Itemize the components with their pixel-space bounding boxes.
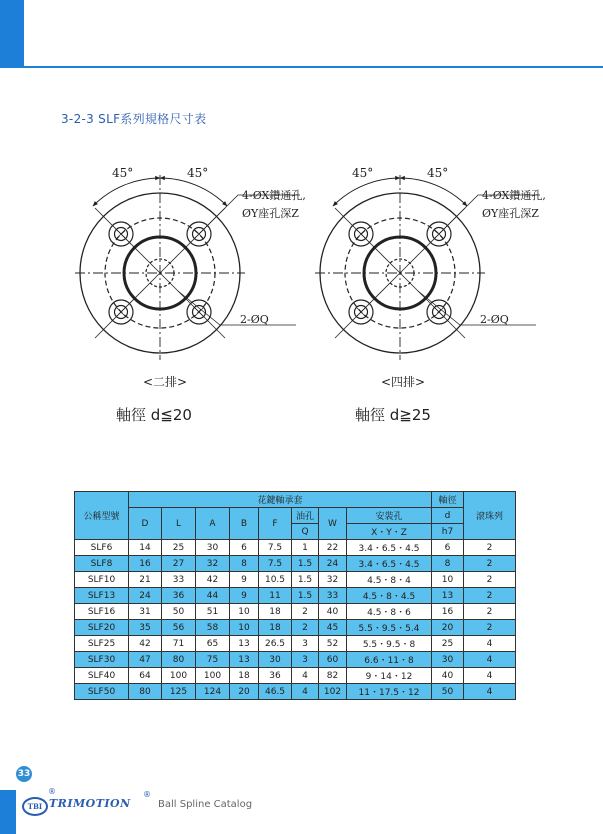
cell-W: 32 [319,572,347,588]
header-Q: Q [292,524,319,540]
reg-mark-logo: ® [48,787,56,796]
cell-model: SLF25 [75,636,129,652]
hole-note-left-1: 4-ØX鑽通孔, [242,189,306,202]
cell-D: 35 [129,620,162,636]
header-oil-hole: 油孔 [292,508,319,524]
cell-F: 7.5 [259,556,292,572]
header-rule [0,66,603,68]
cell-D: 16 [129,556,162,572]
cell-B: 10 [230,620,259,636]
cell-A: 51 [196,604,230,620]
cell-Q: 4 [292,684,319,700]
cell-L: 36 [162,588,196,604]
table-row [75,588,516,604]
header-F: F [259,508,292,540]
cell-Q: 1.5 [292,588,319,604]
cell-B: 9 [230,588,259,604]
cell-A: 75 [196,652,230,668]
brand-name: TRIMOTION [49,797,131,810]
catalog-title: Ball Spline Catalog [158,799,253,810]
cell-D: 47 [129,652,162,668]
cell-Q: 4 [292,668,319,684]
cell-XYZ: 4.5・8・6 [347,604,432,620]
cell-ball-rows: 2 [464,588,516,604]
cell-d: 6 [432,540,464,556]
header-W: W [319,508,347,540]
cell-ball-rows: 2 [464,572,516,588]
cell-A: 32 [196,556,230,572]
cell-D: 31 [129,604,162,620]
cell-B: 8 [230,556,259,572]
cell-D: 42 [129,636,162,652]
header-flange: 花鍵軸承套 [129,492,432,508]
cell-W: 33 [319,588,347,604]
shaft-label-large: 軸徑 d≧25 [355,406,431,424]
table-row [75,684,516,700]
cell-L: 27 [162,556,196,572]
cell-model: SLF40 [75,668,129,684]
cell-W: 24 [319,556,347,572]
cell-model: SLF10 [75,572,129,588]
cell-d: 30 [432,652,464,668]
cell-ball-rows: 4 [464,684,516,700]
section-title: 3-2-3 SLF系列規格尺寸表 [61,112,207,126]
header-A: A [196,508,230,540]
cell-Q: 3 [292,652,319,668]
cell-d: 10 [432,572,464,588]
cell-A: 30 [196,540,230,556]
table-row [75,636,516,652]
header-XYZ: X・Y・Z [347,524,432,540]
hole-note-right-1: 4-ØX鑽通孔, [482,189,546,202]
header-color-block [0,0,24,68]
angle-label-right-1: 45° [352,166,374,180]
table-row [75,556,516,572]
cell-Q: 1.5 [292,572,319,588]
cell-F: 11 [259,588,292,604]
cell-model: SLF16 [75,604,129,620]
cell-A: 58 [196,620,230,636]
hole-note-right-2: ØY座孔深Z [482,207,539,220]
angle-label-right-2: 45° [427,166,449,180]
header-ball-rows: 滾珠列 [464,492,516,540]
angle-label-left-1: 45° [112,166,134,180]
cell-d: 16 [432,604,464,620]
cell-F: 36 [259,668,292,684]
cell-XYZ: 11・17.5・12 [347,684,432,700]
cell-model: SLF8 [75,556,129,572]
cell-ball-rows: 2 [464,620,516,636]
cell-L: 50 [162,604,196,620]
cell-B: 6 [230,540,259,556]
cell-d: 20 [432,620,464,636]
cell-D: 64 [129,668,162,684]
cell-XYZ: 3.4・6.5・4.5 [347,556,432,572]
cell-L: 80 [162,652,196,668]
cell-B: 18 [230,668,259,684]
cell-XYZ: 4.5・8・4 [347,572,432,588]
cell-model: SLF50 [75,684,129,700]
cell-Q: 1 [292,540,319,556]
cell-A: 42 [196,572,230,588]
cell-F: 18 [259,604,292,620]
tbi-logo-icon: TBI [22,797,48,816]
cell-d: 8 [432,556,464,572]
cell-model: SLF6 [75,540,129,556]
cell-W: 40 [319,604,347,620]
cell-B: 20 [230,684,259,700]
flange-drawings [60,155,580,430]
cell-B: 10 [230,604,259,620]
cell-F: 18 [259,620,292,636]
oil-note-left: 2-ØQ [240,313,269,326]
cell-XYZ: 3.4・6.5・4.5 [347,540,432,556]
cell-L: 25 [162,540,196,556]
cell-d: 40 [432,668,464,684]
table-row [75,668,516,684]
caption-four-row: <四排> [381,375,426,389]
cell-ball-rows: 2 [464,556,516,572]
cell-ball-rows: 2 [464,540,516,556]
cell-model: SLF13 [75,588,129,604]
cell-A: 44 [196,588,230,604]
cell-L: 56 [162,620,196,636]
cell-XYZ: 5.5・9.5・8 [347,636,432,652]
cell-ball-rows: 4 [464,668,516,684]
angle-label-left-2: 45° [187,166,209,180]
cell-XYZ: 5.5・9.5・5.4 [347,620,432,636]
footer-color-block [0,790,16,834]
cell-Q: 3 [292,636,319,652]
header-h7: h7 [432,524,464,540]
cell-W: 102 [319,684,347,700]
shaft-label-small: 軸徑 d≦20 [116,406,192,424]
cell-F: 7.5 [259,540,292,556]
cell-W: 52 [319,636,347,652]
cell-L: 125 [162,684,196,700]
cell-Q: 1.5 [292,556,319,572]
cell-B: 9 [230,572,259,588]
cell-L: 33 [162,572,196,588]
cell-d: 25 [432,636,464,652]
header-d: d [432,508,464,524]
cell-A: 100 [196,668,230,684]
cell-A: 124 [196,684,230,700]
cell-XYZ: 9・14・12 [347,668,432,684]
oil-note-right: 2-ØQ [480,313,509,326]
cell-D: 80 [129,684,162,700]
header-mount-hole: 安裝孔 [347,508,432,524]
cell-B: 13 [230,636,259,652]
cell-F: 26.5 [259,636,292,652]
cell-F: 30 [259,652,292,668]
cell-model: SLF20 [75,620,129,636]
cell-B: 13 [230,652,259,668]
header-D: D [129,508,162,540]
cell-L: 71 [162,636,196,652]
cell-ball-rows: 4 [464,636,516,652]
cell-XYZ: 6.6・11・8 [347,652,432,668]
cell-W: 60 [319,652,347,668]
table-row [75,652,516,668]
cell-L: 100 [162,668,196,684]
cell-d: 13 [432,588,464,604]
cell-model: SLF30 [75,652,129,668]
header-model: 公稱型號 [75,492,129,540]
cell-d: 50 [432,684,464,700]
table-row [75,604,516,620]
header-L: L [162,508,196,540]
hole-note-left-2: ØY座孔深Z [242,207,299,220]
cell-F: 46.5 [259,684,292,700]
caption-two-row: <二排> [143,375,188,389]
table-row [75,540,516,556]
cell-W: 45 [319,620,347,636]
cell-Q: 2 [292,620,319,636]
spec-table [74,491,516,700]
flange-drawing-four-row [315,175,540,360]
cell-D: 24 [129,588,162,604]
cell-ball-rows: 4 [464,652,516,668]
cell-W: 22 [319,540,347,556]
header-shaft: 軸徑 [432,492,464,508]
cell-W: 82 [319,668,347,684]
cell-Q: 2 [292,604,319,620]
cell-A: 65 [196,636,230,652]
page-number-badge: 33 [16,766,32,782]
cell-ball-rows: 2 [464,604,516,620]
cell-D: 14 [129,540,162,556]
table-row [75,572,516,588]
cell-D: 21 [129,572,162,588]
cell-XYZ: 4.5・8・4.5 [347,588,432,604]
header-B: B [230,508,259,540]
flange-drawing-two-row [75,175,300,360]
reg-mark-brand: ® [143,790,151,799]
table-row [75,620,516,636]
cell-F: 10.5 [259,572,292,588]
